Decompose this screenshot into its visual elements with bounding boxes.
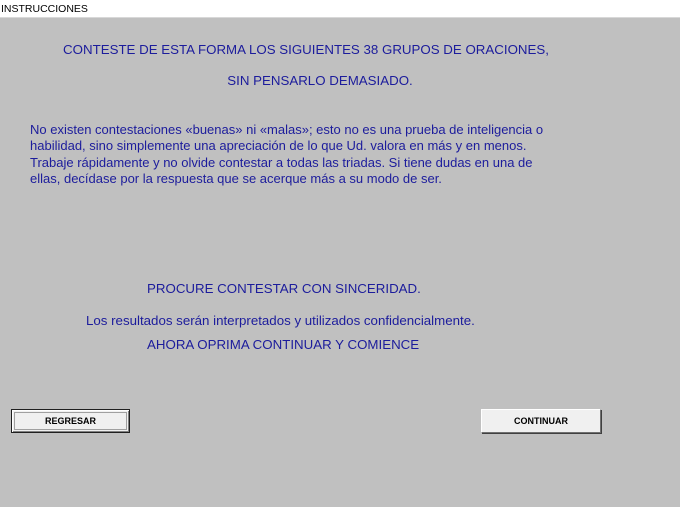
paragraph-line: Trabaje rápidamente y no olvide contestar a todas las triadas. Si tiene dudas en una de [30,154,533,170]
back-button[interactable] [11,409,130,433]
paragraph-line: ellas, decídase por la respuesta que se acerque más a su modo de ser. [30,170,442,186]
instructions-paragraph [30,122,590,187]
sincerity-notice: PROCURE CONTESTAR CON SINCERIDAD. [147,281,421,296]
continue-button[interactable]: CONTINUAR [481,409,601,433]
heading-line-1: CONTESTE DE ESTA FORMA LOS SIGUIENTES 38 GRUPOS DE ORACIONES, [63,42,549,57]
back-button-label: REGRESAR [14,412,127,430]
confidentiality-notice: Los resultados serán interpretados y utilizados confidencialmente. [86,313,475,328]
start-prompt: AHORA OPRIMA CONTINUAR Y COMIENCE [147,337,420,352]
paragraph-line: No existen contestaciones «buenas» ni «malas»; esto no es una prueba de inteligencia o [30,122,544,137]
title-bar [0,0,680,18]
window-title: INSTRUCCIONES [1,3,88,15]
heading-line-2: SIN PENSARLO DEMASIADO. [227,73,413,88]
paragraph-line: habilidad, sino simplemente una apreciación de lo que Ud. valora en más y en menos. [30,138,527,154]
